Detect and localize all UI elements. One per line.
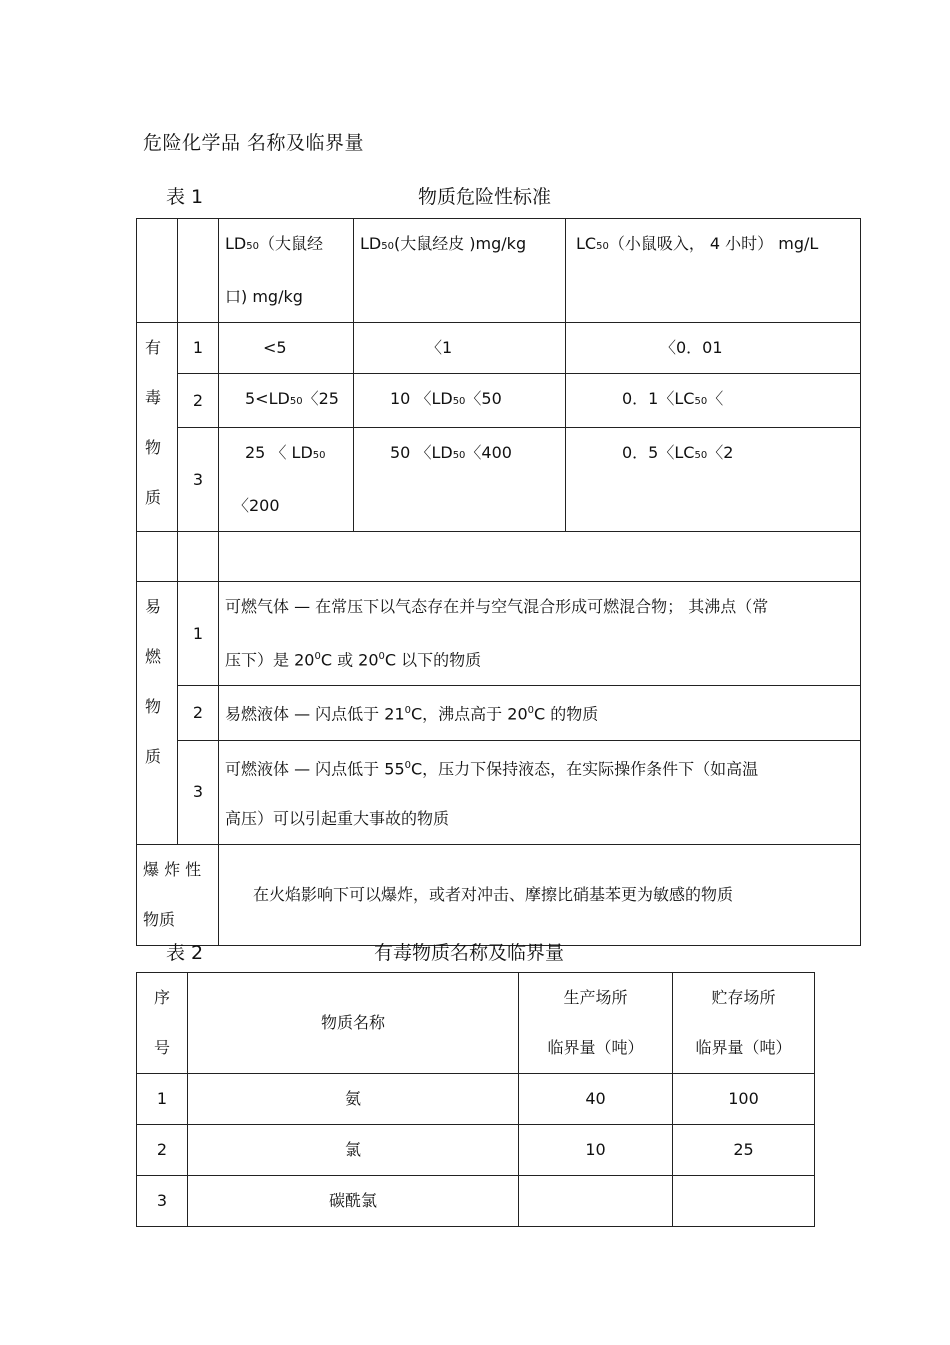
toxic-group-label: 有 毒 物 质 (137, 323, 178, 532)
storage-threshold: 100 (673, 1074, 815, 1125)
table-row (137, 323, 861, 374)
table-row (137, 428, 861, 532)
empty-cell (137, 532, 178, 582)
header-production-threshold: 生产场所 临界量（吨） (519, 973, 673, 1074)
toxic-threshold-table (136, 972, 815, 1227)
header-empty-cell (137, 219, 178, 323)
table-row (137, 374, 861, 428)
table1-label: 表 1 (166, 186, 204, 208)
row-number: 3 (137, 1176, 188, 1227)
header-lc50-inhal: LC50（小鼠吸入， 4 小时） mg/L (566, 219, 861, 323)
flammable-description: 可燃气体 — 在常压下以气态存在并与空气混合形成可燃混合物； 其沸点（常 压下）是 $20^0C$ 或 $20^0C$ 以下的物质 (219, 582, 861, 686)
substance-name: 碳酰氯 (188, 1176, 519, 1227)
table-row (137, 1176, 815, 1227)
flammable-group-label: 易 燃 物 质 (137, 582, 178, 845)
table-row (137, 1125, 815, 1176)
toxic-skin-value: 50 〈LD50〈400 (354, 428, 566, 532)
production-threshold: 40 (519, 1074, 673, 1125)
table2-label: 表 2 (166, 942, 204, 964)
row-number: 1 (178, 582, 219, 686)
table-row (137, 844, 861, 945)
table2-header-row (137, 973, 815, 1074)
header-ld50-skin: LD50(大鼠经皮 )mg/kg (354, 219, 566, 323)
toxic-oral-value: 5<LD50〈25 (219, 374, 354, 428)
table1-title: 物质危险性标准 (418, 186, 552, 208)
hazard-criteria-table (136, 218, 861, 946)
row-number: 2 (137, 1125, 188, 1176)
substance-name: 氯 (188, 1125, 519, 1176)
table-row (137, 740, 861, 844)
empty-cell (178, 532, 219, 582)
toxic-skin-value: 10 〈LD50〈50 (354, 374, 566, 428)
header-storage-threshold: 贮存场所 临界量（吨） (673, 973, 815, 1074)
table-row (137, 686, 861, 740)
flammable-description: 可燃液体 — 闪点低于 $55^0C$，压力下保持液态，在实际操作条件下（如高温 高压）可以引起重大事故的物质 (219, 740, 861, 844)
toxic-oral-value: 25 〈 LD50 〈200 (219, 428, 354, 532)
storage-threshold (673, 1176, 815, 1227)
production-threshold: 10 (519, 1125, 673, 1176)
table-row (137, 582, 861, 686)
header-substance-name: 物质名称 (188, 973, 519, 1074)
toxic-oral-value: <5 (219, 323, 354, 374)
empty-cell (219, 532, 861, 582)
table-row (137, 1074, 815, 1125)
table1-header-row (137, 219, 861, 323)
explosive-group-label: 爆 炸 性 物质 (137, 844, 219, 945)
row-number: 3 (178, 740, 219, 844)
header-seq: 序 号 (137, 973, 188, 1074)
header-ld50-oral: LD50（大鼠经 口) mg/kg (219, 219, 354, 323)
table-row-empty (137, 532, 861, 582)
toxic-inhal-value: 0．1〈LC50〈 (566, 374, 861, 428)
substance-name: 氨 (188, 1074, 519, 1125)
table2-title: 有毒物质名称及临界量 (374, 942, 565, 964)
row-number: 1 (137, 1074, 188, 1125)
explosive-description: 在火焰影响下可以爆炸，或者对冲击、摩擦比硝基苯更为敏感的物质 (219, 844, 861, 945)
row-number: 2 (178, 686, 219, 740)
toxic-inhal-value: 0．5〈LC50〈2 (566, 428, 861, 532)
row-number: 3 (178, 428, 219, 532)
header-empty-cell (178, 219, 219, 323)
production-threshold (519, 1176, 673, 1227)
toxic-skin-value: 〈1 (354, 323, 566, 374)
row-number: 1 (178, 323, 219, 374)
storage-threshold: 25 (673, 1125, 815, 1176)
flammable-description: 易燃液体 — 闪点低于 $21^0C$，沸点高于 $20^0C$ 的物质 (219, 686, 861, 740)
document-title: 危险化学品 名称及临界量 (143, 132, 365, 154)
toxic-inhal-value: 〈0．01 (566, 323, 861, 374)
row-number: 2 (178, 374, 219, 428)
